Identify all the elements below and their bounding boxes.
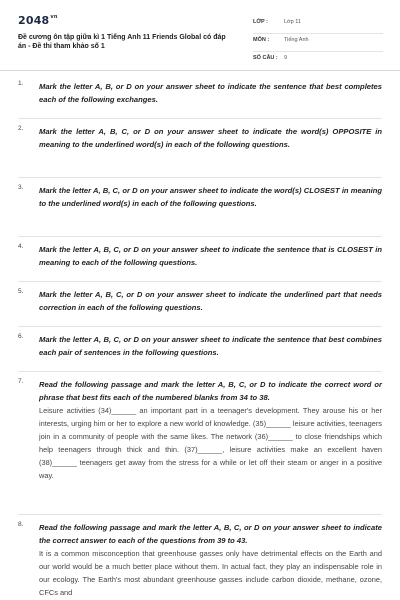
meta-row-subject — [253, 33, 383, 52]
meta-key: SỐ CÂU : — [253, 55, 278, 61]
question-instruction: Mark the letter A, B, C, or D on your answer sheet to indicate the sentence that is CLOSEST in meaning to each of the following questions. — [39, 245, 382, 267]
meta-row-question-count — [253, 51, 383, 69]
question-instruction: Read the following passage and mark the letter A, B, C, or D to indicate the correct word or phrase that best fits each of the numbered blanks from 34 to 38. — [39, 380, 382, 402]
meta-key: LỚP : — [253, 19, 268, 25]
meta-key: MÔN : — [253, 37, 270, 43]
question-instruction: Mark the letter A, B, C, or D on your answer sheet to indicate the word(s) CLOSEST in meaning to the underlined word(s) in each of the following questions. — [39, 186, 382, 208]
question-item — [18, 125, 382, 151]
question-divider — [18, 281, 382, 282]
question-item — [18, 521, 382, 599]
question-instruction: Mark the letter A, B, C, or D on your answer sheet to indicate the sentence that best combines each pair of sentences in the following questions. — [39, 335, 382, 357]
question-number: 2. — [18, 125, 24, 132]
question-instruction: Mark the letter A, B, or D on your answer sheet to indicate the sentence that best completes each of the following exchanges. — [39, 82, 382, 104]
logo-text: 2048 — [18, 14, 50, 27]
meta-value: Lớp 11 — [284, 19, 301, 25]
question-item — [18, 184, 382, 210]
question-number: 1. — [18, 80, 24, 87]
document-title: Đề cương ôn tập giữa kì 1 Tiếng Anh 11 Friends Global có đáp án - Đề thi tham khảo số 1 — [18, 34, 226, 50]
question-instruction: Mark the letter A, B, C, or D on your answer sheet to indicate the underlined part that needs correction in each of the following questions. — [39, 290, 382, 312]
question-number: 4. — [18, 243, 24, 250]
question-passage: It is a common misconception that greenhouse gasses only have detrimental effects on the Earth and our world would be a much better place without them. In actual fact, they play an indispensable role in our ecology. The Earth's most abundant greenhouse gasses include carbon dioxide, methane, ozone, CFCs and — [39, 549, 382, 597]
meta-value: 9 — [284, 55, 288, 61]
question-number: 3. — [18, 184, 24, 191]
meta-value: Tiếng Anh — [284, 37, 309, 43]
question-divider — [18, 514, 382, 515]
question-divider — [18, 326, 382, 327]
document-header — [0, 0, 400, 71]
question-number: 6. — [18, 333, 24, 340]
site-logo[interactable] — [18, 14, 58, 27]
logo-suffix: vn — [50, 14, 58, 20]
question-divider — [18, 118, 382, 119]
question-item — [18, 333, 382, 359]
question-instruction: Mark the letter A, B, C, or D on your answer sheet to indicate the word(s) OPPOSITE in meaning to the underlined word(s) in each of the following questions. — [39, 127, 382, 149]
meta-row-class — [253, 15, 383, 34]
question-item — [18, 378, 382, 482]
question-item — [18, 80, 382, 106]
question-number: 5. — [18, 288, 24, 295]
question-list — [0, 70, 400, 600]
question-item — [18, 243, 382, 269]
question-divider — [18, 371, 382, 372]
question-divider — [18, 177, 382, 178]
question-number: 7. — [18, 378, 24, 385]
question-number: 8. — [18, 521, 24, 528]
question-divider — [18, 236, 382, 237]
question-instruction: Read the following passage and mark the letter A, B, C, or D on your answer sheet to indicate the correct answer to each of the questions from 39 to 43. — [39, 523, 382, 545]
question-item — [18, 288, 382, 314]
question-passage: Leisure activities (34)______ an important part in a teenager's development. They arouse his or her interests, urging him or her to explore a new world of knowledge. (35)______ leisure activities, teenagers join in a community of people with the same likes. The network (36)______ to close friendships which help teenagers through thick and thin. (37)______, leisure activities make an excellent haven (38)______ teenagers get away from the stress for a while or let off their steam or anger in a positive way. — [39, 406, 382, 480]
